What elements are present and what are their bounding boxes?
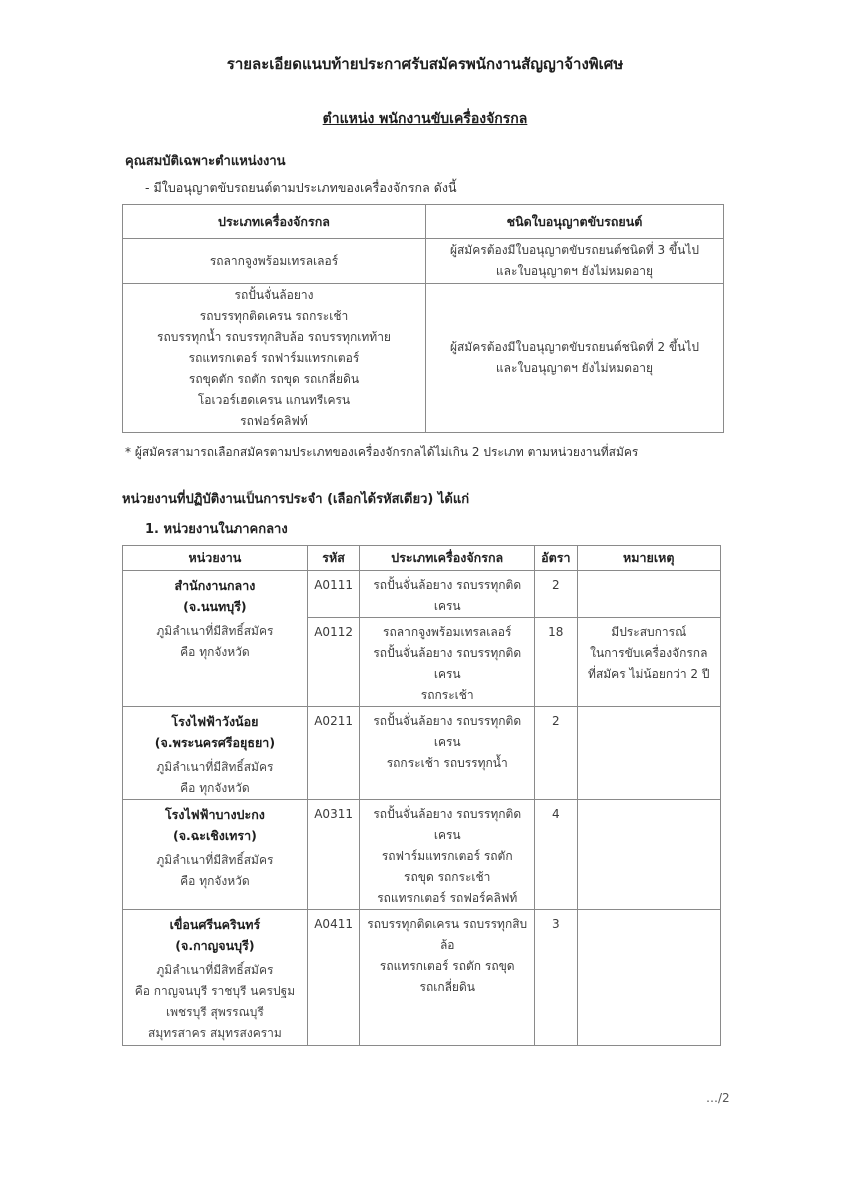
unit-province: (จ.ฉะเชิงเทรา): [173, 828, 257, 843]
machine-type-line: รถปั้นจั่นล้อยาง รถบรรทุกติดเครน: [373, 578, 522, 613]
machine-type-line: รถลากจูงพร้อมเทรลเลอร์: [383, 625, 512, 639]
units-heading: หน่วยงานที่ปฏิบัติงานเป็นการประจำ (เลือกได้รหัสเดียว) ได้แก่: [122, 492, 470, 507]
unit-name: สำนักงานกลาง: [174, 578, 256, 593]
page-continuation: …/2: [706, 1091, 730, 1105]
unit-domicile-line: ภูมิลำเนาที่มีสิทธิ์สมัคร: [156, 853, 274, 867]
unit-domicile-line: คือ ทุกจังหวัด: [180, 781, 250, 795]
unit-cell: [123, 571, 308, 707]
code-cell: A0411: [307, 910, 360, 1046]
table-row: [123, 707, 721, 800]
code-cell: A0311: [307, 800, 360, 910]
license-line: และใบอนุญาตฯ ยังไม่หมดอายุ: [495, 264, 654, 278]
machine-type-line: รถฟาร์มแทรกเตอร์ รถตัก: [381, 849, 513, 863]
qualification-heading: คุณสมบัติเฉพาะตำแหน่งงาน: [125, 154, 286, 169]
machine-type-line: รถปั้นจั่นล้อยาง รถบรรทุกติดเครน: [373, 807, 522, 842]
table-row: [123, 800, 721, 910]
unit-cell: [123, 707, 308, 800]
unit-name: เขื่อนศรีนครินทร์: [169, 917, 261, 932]
position-label: ตำแหน่ง พนักงานขับเครื่องจักรกล: [322, 111, 528, 127]
header-machine-type: ประเภทเครื่องจักรกล: [360, 546, 535, 571]
unit-domicile-line: คือ ทุกจังหวัด: [180, 874, 250, 888]
qualification-item: - มีใบอนุญาตขับรถยนต์ตามประเภทของเครื่องจักรกล ดังนี้: [145, 180, 457, 195]
unit-province: (จ.กาญจนบุรี): [175, 938, 255, 953]
machine-type-line: รถบรรทุกน้ำ รถบรรทุกสิบล้อ รถบรรทุกเทท้าย: [157, 329, 391, 344]
unit-name: โรงไฟฟ้าวังน้อย: [171, 714, 259, 729]
selection-note: * ผู้สมัครสามารถเลือกสมัครตามประเภทของเครื่องจักรกลได้ไม่เกิน 2 ประเภท ตามหน่วยงานที่สมัคร: [125, 445, 639, 459]
machine-type-line: รถปั้นจั่นล้อยาง รถบรรทุกติดเครน: [373, 646, 522, 681]
remark-cell: [577, 707, 720, 800]
machine-type-line: โอเวอร์เฮดเครน แกนทรีเครน: [197, 392, 351, 407]
machine-type-line: รถปั้นจั่นล้อยาง: [234, 287, 314, 302]
table-row: [123, 910, 721, 1046]
machine-type-line: รถกระเช้า รถบรรทุกน้ำ: [386, 756, 508, 770]
header-code: รหัส: [307, 546, 360, 571]
unit-domicile-line: เพชรบุรี สุพรรณบุรี: [166, 1005, 264, 1019]
machine-type-line: รถขุด รถกระเช้า: [404, 870, 491, 884]
license-cell: [426, 239, 724, 284]
machine-type-cell: [360, 800, 535, 910]
machine-type-line: รถแทรกเตอร์ รถฟาร์มแทรกเตอร์: [188, 350, 360, 365]
machine-type-cell: [360, 707, 535, 800]
position-title: [0, 108, 850, 130]
machine-types-cell: [123, 284, 426, 433]
license-line: ผู้สมัครต้องมีใบอนุญาตขับรถยนต์ชนิดที่ 2 ขึ้นไป: [449, 340, 700, 354]
unit-cell: [123, 800, 308, 910]
header-unit: หน่วยงาน: [123, 546, 308, 571]
unit-domicile-line: ภูมิลำเนาที่มีสิทธิ์สมัคร: [156, 963, 274, 977]
document-title: รายละเอียดแนบท้ายประกาศรับสมัครพนักงานสัญญาจ้างพิเศษ: [226, 55, 624, 73]
machine-type-line: รถแทรกเตอร์ รถฟอร์คลิฟท์: [377, 891, 518, 905]
remark-cell: [577, 571, 720, 618]
machine-type-line: รถลากจูงพร้อมเทรลเลอร์: [209, 253, 339, 268]
header-machine-type: ประเภทเครื่องจักรกล: [123, 205, 426, 239]
rate-cell: 2: [535, 707, 577, 800]
rate-cell: 18: [535, 618, 577, 707]
rate-cell: 2: [535, 571, 577, 618]
unit-province: (จ.นนทบุรี): [183, 599, 247, 614]
machine-type-line: รถเกลี่ยดิน: [419, 980, 475, 994]
license-row: [123, 284, 724, 433]
machine-type-line: รถปั้นจั่นล้อยาง รถบรรทุกติดเครน: [373, 714, 522, 749]
rate-cell: 4: [535, 800, 577, 910]
license-table: [122, 204, 724, 433]
license-table-header: [123, 205, 724, 239]
machine-type-cell: [360, 571, 535, 618]
machine-type-cell: [360, 618, 535, 707]
code-cell: A0112: [307, 618, 360, 707]
machine-type-line: รถแทรกเตอร์ รถตัก รถขุด: [379, 959, 515, 973]
license-line: ผู้สมัครต้องมีใบอนุญาตขับรถยนต์ชนิดที่ 3 ขึ้นไป: [449, 243, 700, 257]
unit-domicile-line: คือ กาญจนบุรี ราชบุรี นครปฐม: [134, 984, 296, 998]
license-cell: [426, 284, 724, 433]
table-row: [123, 571, 721, 618]
code-cell: A0111: [307, 571, 360, 618]
units-table: [122, 545, 721, 1046]
machine-type-line: รถฟอร์คลิฟท์: [240, 413, 308, 428]
machine-type-line: รถบรรทุกติดเครน รถบรรทุกสิบล้อ: [367, 917, 528, 952]
header-remark: หมายเหตุ: [577, 546, 720, 571]
remark-line: มีประสบการณ์: [611, 625, 687, 639]
header-rate: อัตรา: [535, 546, 577, 571]
unit-cell: [123, 910, 308, 1046]
remark-cell: [577, 800, 720, 910]
license-row: [123, 239, 724, 284]
units-table-header: [123, 546, 721, 571]
unit-domicile-line: ภูมิลำเนาที่มีสิทธิ์สมัคร: [156, 760, 274, 774]
units-subheading: 1. หน่วยงานในภาคกลาง: [145, 522, 288, 537]
unit-domicile-line: คือ ทุกจังหวัด: [180, 645, 250, 659]
unit-domicile-line: ภูมิลำเนาที่มีสิทธิ์สมัคร: [156, 624, 274, 638]
header-license-type: ชนิดใบอนุญาตขับรถยนต์: [426, 205, 724, 239]
remark-cell: [577, 910, 720, 1046]
code-cell: A0211: [307, 707, 360, 800]
license-line: และใบอนุญาตฯ ยังไม่หมดอายุ: [495, 361, 654, 375]
machine-type-line: รถขุดตัก รถตัก รถขุด รถเกลี่ยดิน: [188, 371, 360, 386]
remark-line: ในการขับเครื่องจักรกล: [590, 646, 708, 660]
machine-type-line: รถบรรทุกติดเครน รถกระเช้า: [199, 308, 349, 323]
unit-name: โรงไฟฟ้าบางปะกง: [164, 807, 265, 822]
remark-line: ที่สมัคร ไม่น้อยกว่า 2 ปี: [588, 667, 710, 681]
remark-cell: [577, 618, 720, 707]
machine-type-line: รถกระเช้า: [420, 688, 474, 702]
rate-cell: 3: [535, 910, 577, 1046]
machine-type-cell: [360, 910, 535, 1046]
unit-province: (จ.พระนครศรีอยุธยา): [154, 735, 276, 750]
unit-domicile-line: สมุทรสาคร สมุทรสงคราม: [148, 1026, 282, 1040]
machine-types-cell: [123, 239, 426, 284]
